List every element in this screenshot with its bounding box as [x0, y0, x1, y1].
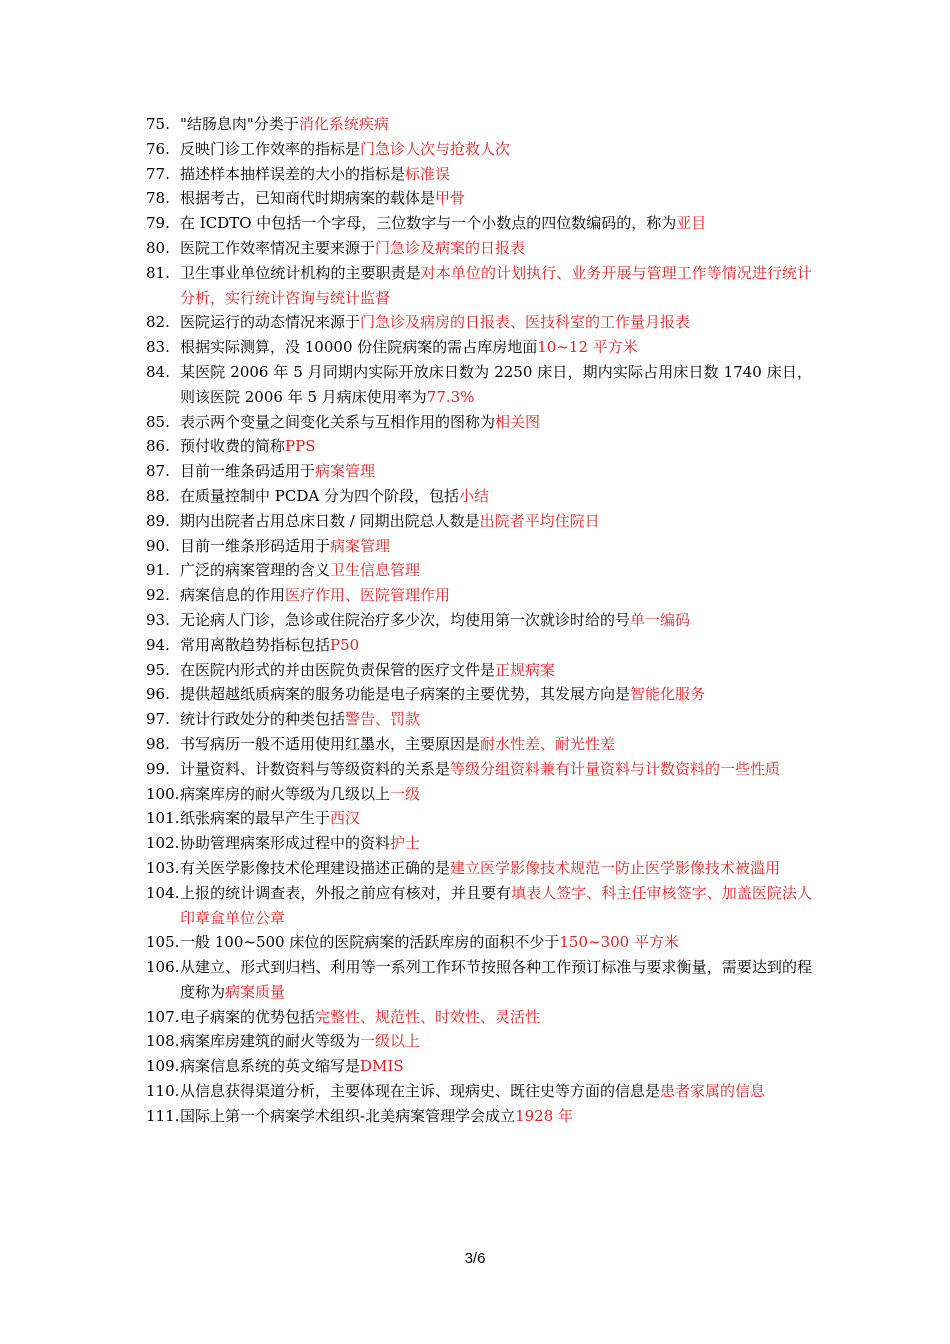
- list-item: [146, 459, 812, 484]
- item-question: 医院运行的动态情况来源于: [180, 313, 361, 332]
- item-number: 102.: [146, 834, 180, 853]
- item-answer: 医疗作用、医院管理作用: [285, 586, 451, 605]
- item-number: 76.: [146, 139, 170, 158]
- item-number: 111.: [146, 1106, 180, 1125]
- item-question: 预付收费的简称: [180, 437, 286, 456]
- item-answer: 门急诊人次与抢救人次: [360, 139, 511, 158]
- list-item: [146, 335, 812, 360]
- item-question: 卫生事业单位统计机构的主要职责是: [180, 263, 421, 282]
- item-answer: P50: [330, 635, 360, 654]
- list-item: [146, 1079, 812, 1104]
- item-question: 提供超越纸质病案的服务功能是电子病案的主要优势，其发展方向是: [180, 685, 631, 704]
- item-question: 病案信息系统的英文缩写是: [180, 1057, 361, 1076]
- item-number: 107.: [146, 1007, 180, 1026]
- item-question: 病案库房建筑的耐火等级为: [180, 1032, 361, 1051]
- item-question: 表示两个变量之间变化关系与互相作用的图称为: [180, 412, 496, 431]
- item-number: 106.: [146, 958, 180, 977]
- item-question: "结肠息肉"分类于: [180, 115, 299, 133]
- item-answer: 10~12 平方米: [537, 338, 638, 357]
- item-answer: 150~300 平方米: [559, 933, 679, 952]
- item-number: 109.: [146, 1057, 180, 1076]
- item-number: 78.: [146, 189, 170, 208]
- item-question: 根据考古，已知商代时期病案的载体是: [180, 189, 436, 208]
- item-question: 上报的统计调查表，外报之前应有核对，并且要有: [180, 883, 512, 902]
- list-item: [146, 534, 812, 559]
- item-number: 104.: [146, 883, 180, 902]
- item-question: 目前一维条形码适用于: [180, 536, 331, 555]
- list-item: [146, 658, 812, 683]
- list-item: [146, 831, 812, 856]
- list-item: [146, 186, 812, 211]
- list-item: [146, 707, 812, 732]
- item-question: 一般 100~500 床位的医院病案的活跃库房的面积不少于: [180, 933, 560, 952]
- list-item: [146, 310, 812, 335]
- item-answer: 建立医学影像技术规范一防止医学影像技术被滥用: [450, 858, 781, 877]
- item-answer: 标准误: [405, 164, 451, 183]
- item-answer: 正规病案: [495, 660, 556, 679]
- list-item: [146, 261, 812, 311]
- item-number: 105.: [146, 933, 180, 952]
- list-item: [146, 360, 812, 410]
- item-number: 99.: [146, 759, 170, 778]
- item-number: 94.: [146, 635, 170, 654]
- list-item: [146, 1104, 812, 1129]
- item-question: 在 ICDTO 中包括一个字母，三位数字与一个小数点的四位数编码的，称为: [180, 214, 677, 233]
- item-answer: 完整性、规范性、时效性、灵活性: [315, 1007, 541, 1026]
- item-number: 90.: [146, 536, 170, 555]
- item-question: 描述样本抽样误差的大小的指标是: [180, 164, 406, 183]
- item-number: 79.: [146, 214, 170, 233]
- item-question: 统计行政处分的种类包括: [180, 710, 346, 729]
- item-answer: 亚目: [676, 214, 707, 233]
- item-number: 75.: [146, 115, 170, 133]
- item-question: 医院工作效率情况主要来源于: [180, 238, 376, 257]
- item-answer: 门急诊及病房的日报表、医技科室的工作量月报表: [360, 313, 691, 332]
- list-item: [146, 955, 812, 1005]
- item-answer: 患者家属的信息: [660, 1082, 766, 1101]
- list-item: [146, 434, 812, 459]
- list-item: [146, 112, 812, 137]
- list-item: [146, 1054, 812, 1079]
- item-number: 92.: [146, 586, 170, 605]
- item-number: 88.: [146, 486, 170, 505]
- item-question: 病案信息的作用: [180, 586, 286, 605]
- item-answer: PPS: [285, 437, 316, 456]
- item-question: 书写病历一般不适用使用红墨水，主要原因是: [180, 734, 481, 753]
- item-question: 从信息获得渠道分析，主要体现在主诉、现病史、既往史等方面的信息是: [180, 1082, 661, 1101]
- item-answer: 西汉: [330, 809, 361, 828]
- item-answer: 门急诊及病案的日报表: [375, 238, 526, 257]
- item-answer: 消化系统疾病: [298, 115, 389, 133]
- item-answer: 1928 年: [515, 1106, 574, 1125]
- item-number: 95.: [146, 660, 170, 679]
- list-item: [146, 757, 812, 782]
- item-number: 86.: [146, 437, 170, 456]
- list-item: [146, 782, 812, 807]
- item-answer: 一级: [390, 784, 421, 803]
- item-answer: 小结: [458, 486, 489, 505]
- item-number: 77.: [146, 164, 170, 183]
- list-item: [146, 509, 812, 534]
- item-answer: 甲骨: [435, 189, 466, 208]
- list-item: [146, 682, 812, 707]
- item-question: 根据实际测算，没 10000 份住院病案的需占库房地面: [180, 338, 538, 357]
- item-number: 96.: [146, 685, 170, 704]
- page-number: 3/6: [464, 1250, 486, 1267]
- item-answer: 填表人签字、科主任审核签字、加盖医院法人印章盒单位公章: [180, 883, 812, 927]
- item-answer: 卫生信息管理: [330, 561, 421, 580]
- item-question: 国际上第一个病案学术组织-北美病案管理学会成立: [180, 1106, 516, 1125]
- item-question: 期内出院者占用总床日数 / 同期出院总人数是: [180, 511, 480, 530]
- list-item: [146, 162, 812, 187]
- item-question: 从建立、形式到归档、利用等一系列工作环节按照各种工作预订标准与要求衡量，需要达到的程度称为: [180, 958, 812, 1001]
- list-item: [146, 930, 812, 955]
- list-item: [146, 236, 812, 261]
- item-answer: 智能化服务: [630, 685, 706, 704]
- list-item: [146, 558, 812, 583]
- list-item: [146, 633, 812, 658]
- item-question: 在医院内形式的并由医院负责保管的医疗文件是: [180, 660, 496, 679]
- list-item: [146, 211, 812, 236]
- item-number: 87.: [146, 462, 170, 481]
- item-answer: 一级以上: [360, 1032, 421, 1051]
- list-item: [146, 856, 812, 881]
- item-question: 计量资料、计数资料与等级资料的关系是: [180, 759, 451, 778]
- item-number: 100.: [146, 784, 180, 803]
- item-answer: DMIS: [360, 1057, 404, 1076]
- item-answer: 77.3%: [426, 387, 475, 406]
- item-question: 电子病案的优势包括: [180, 1007, 316, 1026]
- item-answer: 对本单位的计划执行、业务开展与管理工作等情况进行统计分析，实行统计咨询与统计监督: [180, 263, 812, 307]
- item-answer: 耐水性差、耐光性差: [480, 734, 616, 753]
- item-number: 93.: [146, 610, 170, 629]
- list-item: [146, 1005, 812, 1030]
- list-item: [146, 732, 812, 757]
- list-item: [146, 410, 812, 435]
- list-item: [146, 608, 812, 633]
- item-answer: 护士: [390, 834, 421, 853]
- list-item: [146, 484, 812, 509]
- item-number: 89.: [146, 511, 170, 530]
- item-question: 常用离散趋势指标包括: [180, 635, 331, 654]
- item-question: 无论病人门诊，急诊或住院治疗多少次，均使用第一次就诊时给的号: [180, 610, 631, 629]
- item-answer: 相关图: [495, 412, 541, 431]
- question-answer-list: [146, 112, 812, 1129]
- item-answer: 警告、罚款: [345, 710, 421, 729]
- list-item: [146, 583, 812, 608]
- item-question: 协助管理病案形成过程中的资料: [180, 834, 391, 853]
- item-number: 82.: [146, 313, 170, 332]
- item-number: 98.: [146, 734, 170, 753]
- item-question: 在质量控制中 PCDA 分为四个阶段，包括: [180, 486, 459, 505]
- item-number: 103.: [146, 858, 180, 877]
- item-number: 110.: [146, 1082, 180, 1101]
- item-answer: 病案管理: [315, 462, 376, 481]
- item-answer: 单一编码: [630, 610, 691, 629]
- item-number: 101.: [146, 809, 180, 828]
- item-number: 85.: [146, 412, 170, 431]
- item-answer: 病案质量: [225, 982, 286, 1001]
- item-question: 广泛的病案管理的含义: [180, 561, 331, 580]
- item-question: 有关医学影像技术伦理建设描述正确的是: [180, 858, 451, 877]
- item-number: 108.: [146, 1032, 180, 1051]
- item-number: 97.: [146, 710, 170, 729]
- item-question: 某医院 2006 年 5 月同期内实际开放床日数为 2250 床日，期内实际占用床日数 1740 床日，则该医院 2006 年 5 月病床使用率为: [180, 362, 812, 406]
- item-answer: 等级分组资料兼有计量资料与计数资料的一些性质: [450, 759, 781, 778]
- list-item: [146, 806, 812, 831]
- item-number: 80.: [146, 238, 170, 257]
- item-answer: 病案管理: [330, 536, 391, 555]
- item-question: 纸张病案的最早产生于: [180, 809, 331, 828]
- item-number: 81.: [146, 263, 170, 282]
- item-number: 83.: [146, 338, 170, 357]
- item-question: 目前一维条码适用于: [180, 462, 316, 481]
- item-number: 84.: [146, 362, 170, 381]
- list-item: [146, 881, 812, 931]
- item-question: 反映门诊工作效率的指标是: [180, 139, 361, 158]
- list-item: [146, 1029, 812, 1054]
- list-item: [146, 137, 812, 162]
- item-question: 病案库房的耐火等级为几级以上: [180, 784, 391, 803]
- item-number: 91.: [146, 561, 170, 580]
- item-answer: 出院者平均住院日: [479, 511, 600, 530]
